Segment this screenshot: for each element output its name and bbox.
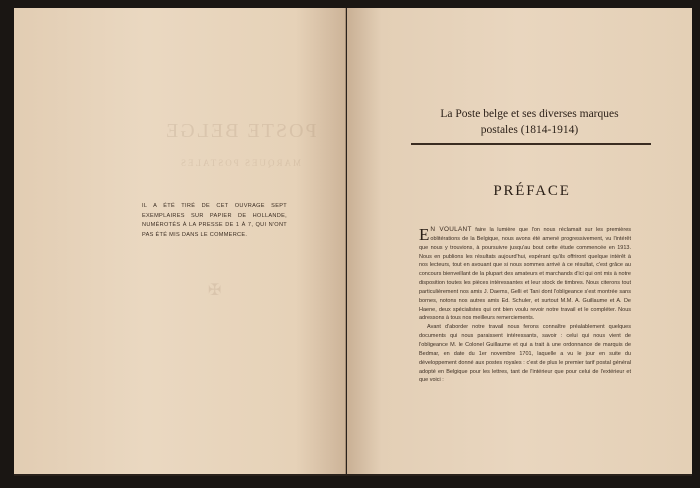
preface-paragraph-1 (419, 226, 631, 323)
paragraph-1-text: faire la lumière que l'on nous réclamait sur les premières oblitérations de la Belgique, nous avons été amené progressivement, vu l'intérêt que nous y trouvions, à poursuivre jusqu'au bout cette étude commencée en 1913. Nous en publions les résultats aujourd'hui, espérant qu'ils offriront quelque intérêt à nos lecteurs, tout en avouant que si nous sommes arrivé à ce résultat, c'est grâce au concours bienveillant de la plupart des amateurs et marchands d'ici qui ont mis à notre disposition toutes les pièces intéressantes et leur stock de timbres. Nous citerons tout particulièrement nos amis J. Daems, Gelli et Tani dont l'obligeance s'est montrée sans bornes, notons nos autres amis Ed. Schuler, et surtout M.M. A. Guillaume et A. De Haene, deux spécialistes qui ont bien voulu revoir notre travail et le compléter. Nous adressons à tous nos meilleurs remerciements. (419, 227, 632, 322)
show-through-line: MARQUES POSTALES (179, 158, 302, 168)
show-through-mark: ✠ (206, 282, 222, 299)
show-through-title: POSTE BELGE (164, 120, 317, 142)
preface-heading: PRÉFACE (493, 183, 571, 199)
book-title (402, 106, 657, 138)
title-rule (411, 143, 651, 145)
right-page (347, 8, 692, 474)
colophon-note: IL A ÉTÉ TIRÉ DE CET OUVRAGE SEPT EXEMPLAIRES SUR PAPIER DE HOLLANDE, NUMÉROTÉS À LA PRESSE DE 1 À 7, QUI N'ONT PAS ÉTÉ MIS DANS LE COMMERCE. (142, 203, 287, 238)
title-line-2: postales (1814-1914) (480, 124, 579, 136)
title-line-1: La Poste belge et ses diverses marques (440, 108, 619, 120)
open-book (14, 8, 692, 476)
lead-words: N VOULANT (430, 226, 472, 233)
preface-body (419, 226, 631, 385)
left-page (14, 8, 346, 474)
drop-cap: E (419, 225, 430, 244)
preface-paragraph-2: Avant d'aborder notre travail nous ferons connaître préalablement quelques documents qui nous paraissent intéressants, savoir : celui qui nous vient de l'obligeance M. le Colonel Guillaume et qui a trait à une ordonnance de marquis de Bedmar, en date du 1er novembre 1701, laquelle a vu le jour en suite du développement donné aux postes royales : c'est de plus le premier tarif postal général adopté en Belgique pour les lettres, tant de l'intérieur que pour celui de l'extérieur et que voici : (419, 324, 631, 384)
